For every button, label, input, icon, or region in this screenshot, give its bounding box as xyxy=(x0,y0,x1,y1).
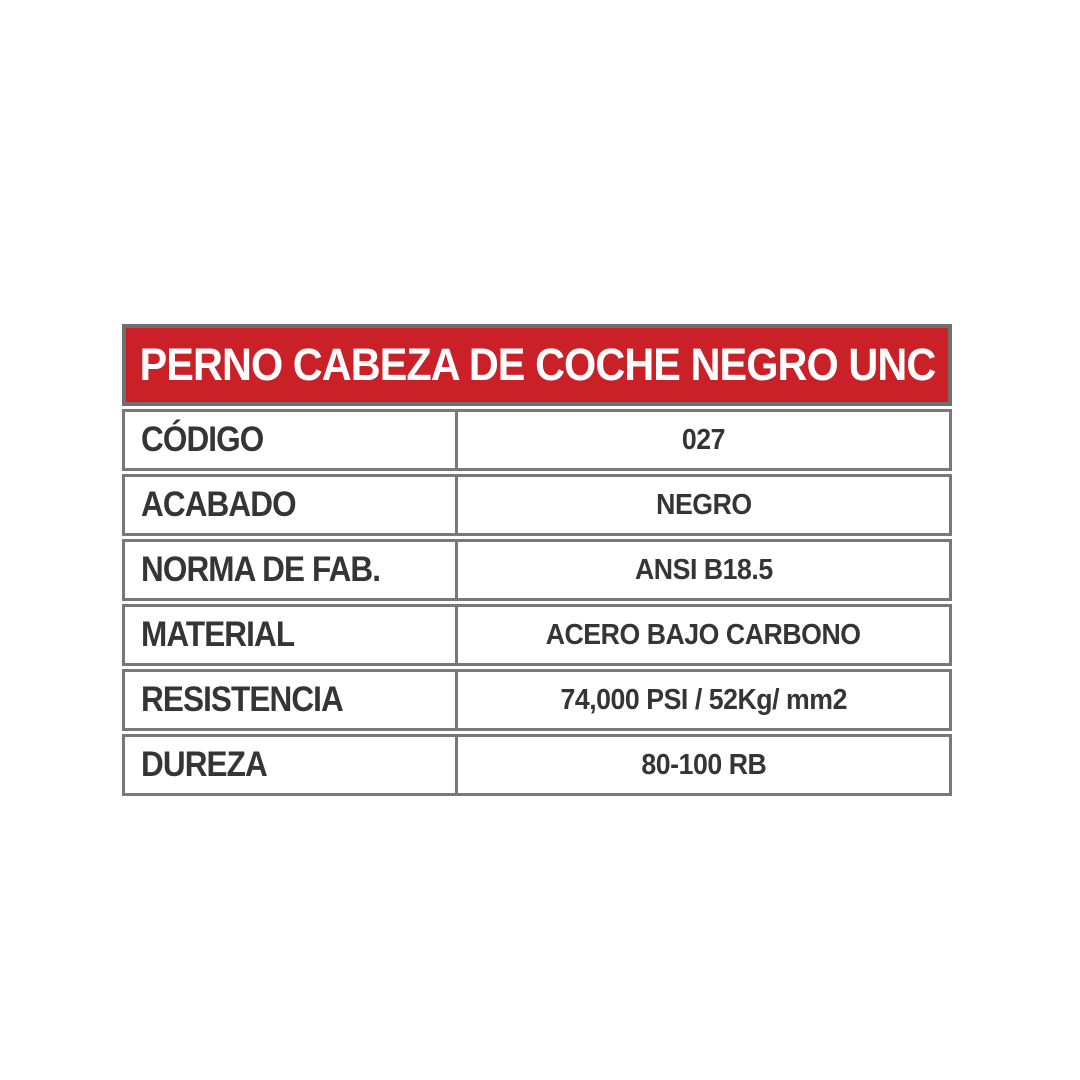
table-title: PERNO CABEZA DE COCHE NEGRO UNC xyxy=(139,339,935,390)
row-value: 80-100 RB xyxy=(641,748,766,781)
row-label: NORMA DE FAB. xyxy=(141,550,381,589)
row-value: 027 xyxy=(681,423,726,456)
row-value: NEGRO xyxy=(655,488,752,521)
table-title-bar xyxy=(122,324,952,406)
row-label-cell xyxy=(125,737,458,793)
row-value: 74,000 PSI / 52Kg/ mm2 xyxy=(560,683,847,716)
table-row-codigo xyxy=(122,409,952,471)
row-label-cell xyxy=(125,607,458,663)
row-value-cell xyxy=(458,672,949,728)
row-value-cell xyxy=(458,542,949,598)
row-label: ACABADO xyxy=(141,485,296,524)
row-label: MATERIAL xyxy=(141,615,295,654)
row-value-cell xyxy=(458,412,949,468)
spec-table xyxy=(122,324,952,796)
table-row-resistencia xyxy=(122,669,952,731)
row-label: DUREZA xyxy=(141,745,267,784)
row-value: ANSI B18.5 xyxy=(634,553,773,586)
row-value-cell xyxy=(458,737,949,793)
row-label-cell xyxy=(125,412,458,468)
row-value-cell xyxy=(458,477,949,533)
row-label-cell xyxy=(125,542,458,598)
row-value: ACERO BAJO CARBONO xyxy=(546,618,861,651)
row-label-cell xyxy=(125,672,458,728)
table-row-acabado xyxy=(122,474,952,536)
row-label: RESISTENCIA xyxy=(141,680,343,719)
table-row-dureza xyxy=(122,734,952,796)
row-value-cell xyxy=(458,607,949,663)
row-label-cell xyxy=(125,477,458,533)
table-row-norma-de-fab xyxy=(122,539,952,601)
table-row-material xyxy=(122,604,952,666)
row-label: CÓDIGO xyxy=(141,420,264,459)
